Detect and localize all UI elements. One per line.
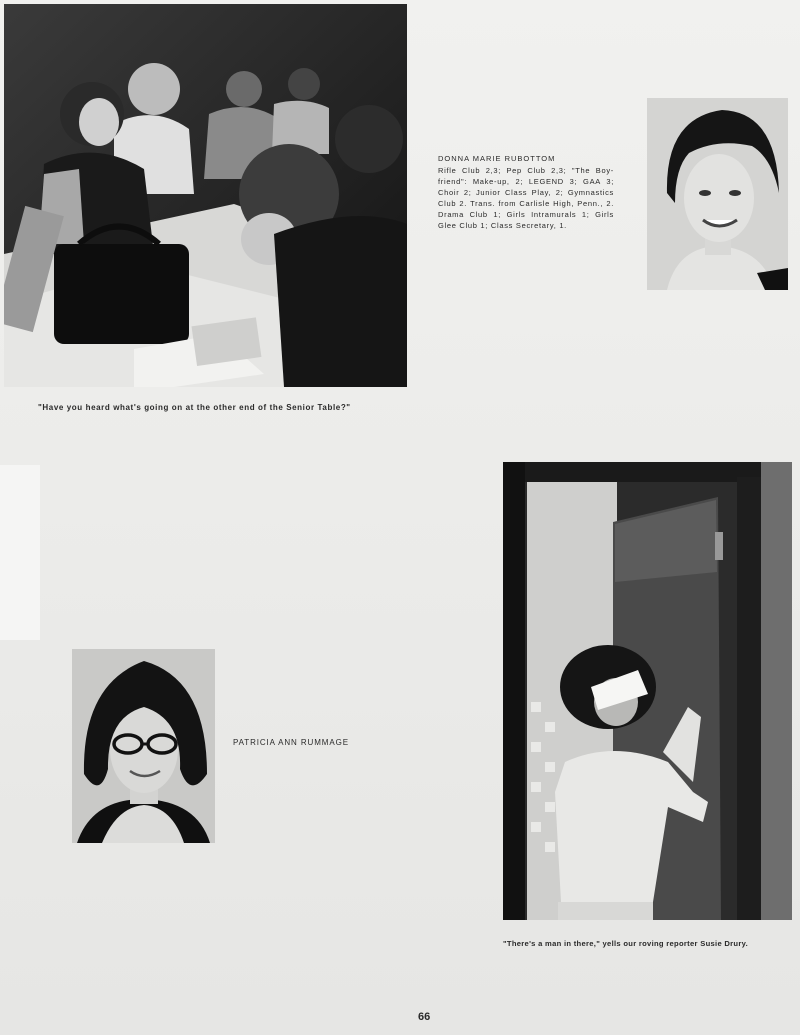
- senior-portrait: [72, 649, 215, 843]
- senior-portrait: [647, 98, 788, 290]
- senior-name: PATRICIA ANN RUMMAGE: [233, 738, 349, 747]
- bottom-photo-caption: "There's a man in there," yells our roving reporter Susie Drury.: [503, 939, 748, 948]
- senior-activities: Rifle Club 2,3; Pep Club 2,3; "The Boy-friend": Make-up, 2; LEGEND 3; GAA 3; Choir 2; Junior Class Play, 2; Gymnastics Club 2. Trans. from Carlisle High, Penn., 2. Drama Club 1; Girls Intramurals 1; Girls Glee Club 1; Class Secretary, 1.: [438, 166, 614, 230]
- doorway-photo: [503, 462, 792, 920]
- top-photo-caption: "Have you heard what's going on at the other end of the Senior Table?": [38, 403, 351, 412]
- page-edge-highlight: [0, 465, 40, 640]
- senior-bio: [438, 153, 614, 231]
- cafeteria-photo: [4, 4, 407, 387]
- page-number: 66: [418, 1011, 431, 1023]
- senior-name: DONNA MARIE RUBOTTOM: [438, 154, 556, 163]
